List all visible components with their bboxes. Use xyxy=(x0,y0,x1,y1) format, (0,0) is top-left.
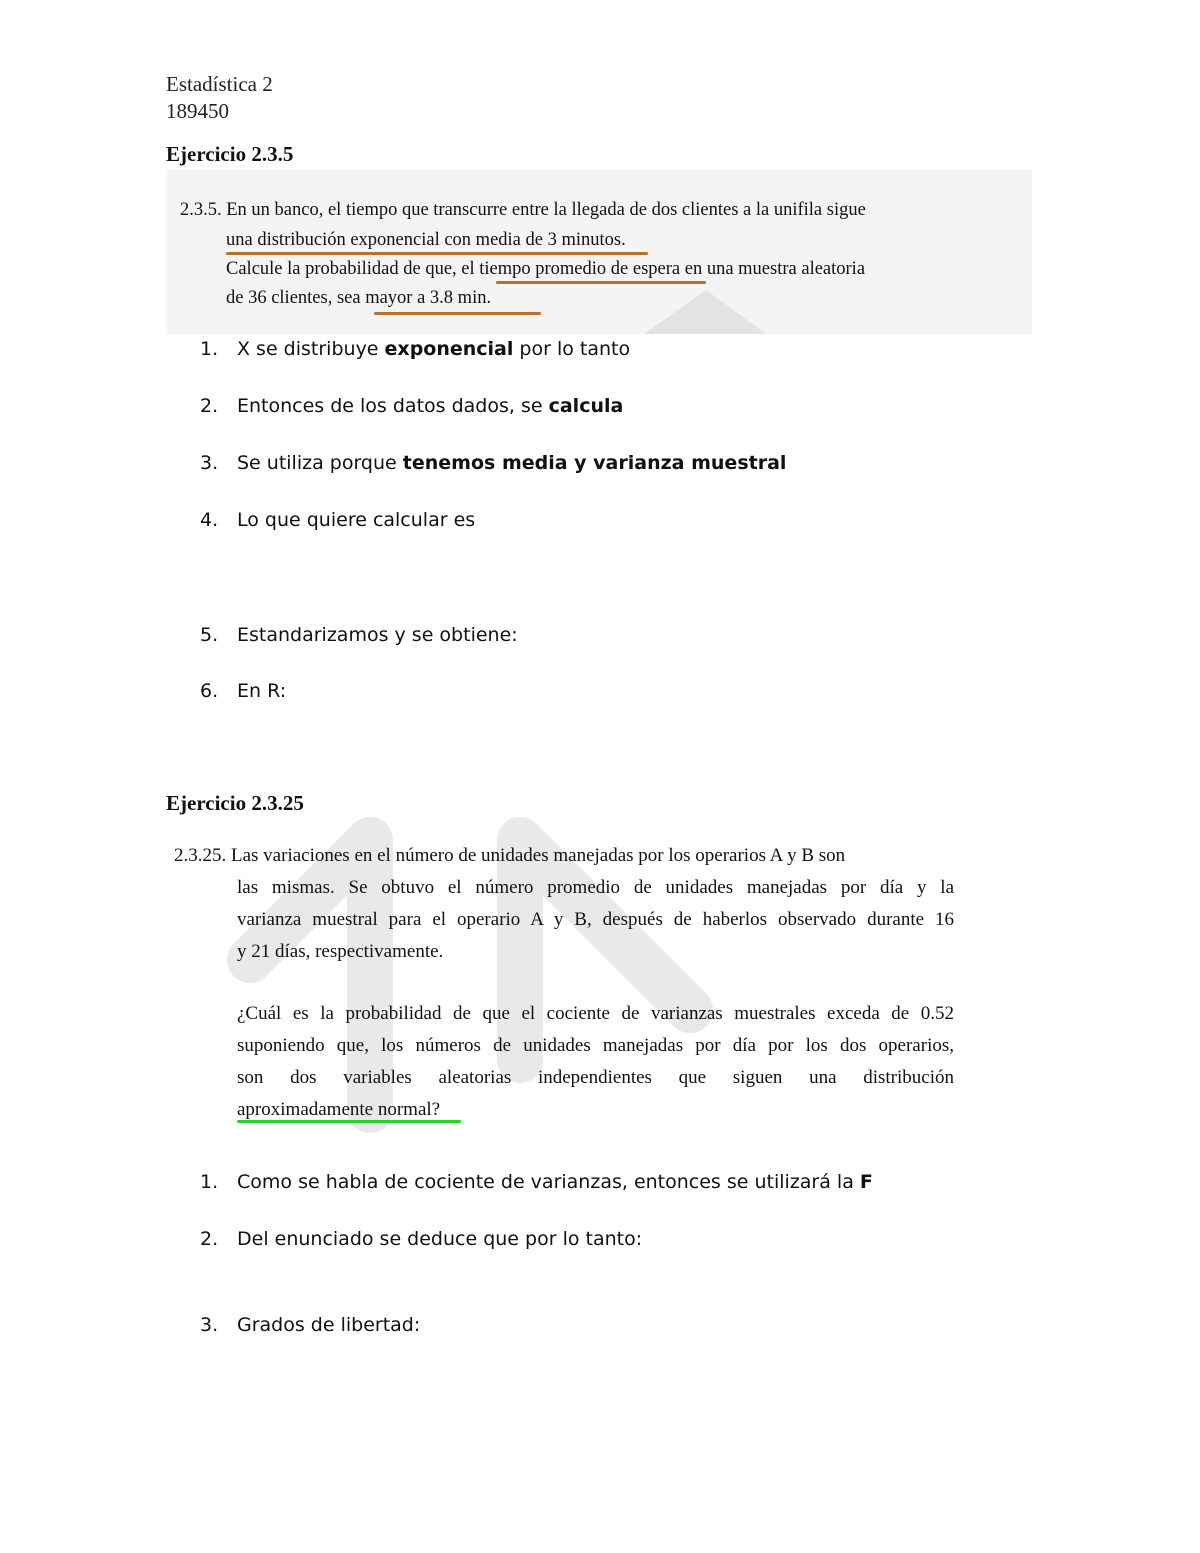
step-number: 6. xyxy=(200,680,219,702)
underline-greater-than xyxy=(374,312,541,315)
problem-2-line-5: ¿Cuál es la probabilidad de que el cociente de varianzas muestrales exceda de 0.52 xyxy=(237,1003,954,1024)
underline-exponential-mean xyxy=(226,252,648,255)
problem-2-line-6: suponiendo que, los números de unidades manejadas por día por los dos operarios, xyxy=(237,1035,954,1056)
problem-2-line-3: varianza muestral para el operario A y B, después de haberlos observado durante 16 xyxy=(237,909,954,930)
step-text: En R: xyxy=(237,680,287,702)
step-bold-text: tenemos media y varianza muestral xyxy=(402,452,787,474)
step-bold-text: exponencial xyxy=(384,338,514,360)
problem-2-line-8: aproximadamente normal? xyxy=(237,1099,441,1120)
step-number: 4. xyxy=(200,509,219,531)
step-5 xyxy=(200,624,518,646)
step-number: 1. xyxy=(200,1171,219,1193)
step-text-after: por lo tanto xyxy=(513,338,631,360)
underline-approximately-normal xyxy=(237,1120,461,1123)
problem-1-number: 2.3.5. xyxy=(180,200,222,220)
step-text: Grados de libertad: xyxy=(237,1314,421,1336)
step-text: Entonces de los datos dados, se xyxy=(237,395,549,417)
course-name: Estadística 2 xyxy=(166,72,273,96)
step-bold-text: F xyxy=(859,1171,873,1193)
step-1 xyxy=(200,338,630,360)
exercise-1-title: Ejercicio 2.3.5 xyxy=(166,142,294,166)
step-3 xyxy=(200,1314,420,1336)
problem-1-line-1 xyxy=(180,196,866,226)
step-text: Se utiliza porque xyxy=(237,452,403,474)
step-number: 2. xyxy=(200,395,219,417)
step-text: Del enunciado se deduce que por lo tanto: xyxy=(237,1228,643,1250)
step-number: 5. xyxy=(200,624,219,646)
exercise-2-problem xyxy=(174,840,954,1126)
problem-2-line-1-text: Las variaciones en el número de unidades manejadas por los operarios A y B son xyxy=(231,845,846,866)
step-3 xyxy=(200,452,786,474)
problem-2-line-2: las mismas. Se obtuvo el número promedio de unidades manejadas por día y la xyxy=(237,877,954,898)
step-6 xyxy=(200,680,286,702)
step-text: Lo que quiere calcular es xyxy=(237,509,476,531)
step-number: 3. xyxy=(200,452,219,474)
step-text: Como se habla de cociente de varianzas, entonces se utilizará la xyxy=(237,1171,860,1193)
problem-1-line-4: de 36 clientes, sea mayor a 3.8 min. xyxy=(226,288,492,308)
step-2 xyxy=(200,395,623,417)
step-number: 3. xyxy=(200,1314,219,1336)
problem-1-line-1-text: En un banco, el tiempo que transcurre entre la llegada de dos clientes a la unifila sigue xyxy=(226,200,866,220)
problem-1-line-2: una distribución exponencial con media de 3 minutos. xyxy=(226,230,626,250)
step-number: 2. xyxy=(200,1228,219,1250)
step-2 xyxy=(200,1228,642,1250)
step-text: X se distribuye xyxy=(237,338,385,360)
problem-1-line-3: Calcule la probabilidad de que, el tiempo promedio de espera en una muestra aleatoria xyxy=(226,259,866,279)
student-id: 189450 xyxy=(166,99,229,123)
step-bold-text: calcula xyxy=(548,395,624,417)
step-number: 1. xyxy=(200,338,219,360)
problem-2-line-1 xyxy=(174,840,954,872)
step-text: Estandarizamos y se obtiene: xyxy=(237,624,518,646)
step-4 xyxy=(200,509,475,531)
step-1 xyxy=(200,1171,873,1193)
problem-2-line-7: son dos variables aleatorias independientes que siguen una distribución xyxy=(237,1067,954,1088)
exercise-2-title: Ejercicio 2.3.25 xyxy=(166,791,304,815)
underline-average-wait xyxy=(496,281,706,284)
problem-2-line-4: y 21 días, respectivamente. xyxy=(237,941,444,962)
problem-2-number: 2.3.25. xyxy=(174,845,227,866)
